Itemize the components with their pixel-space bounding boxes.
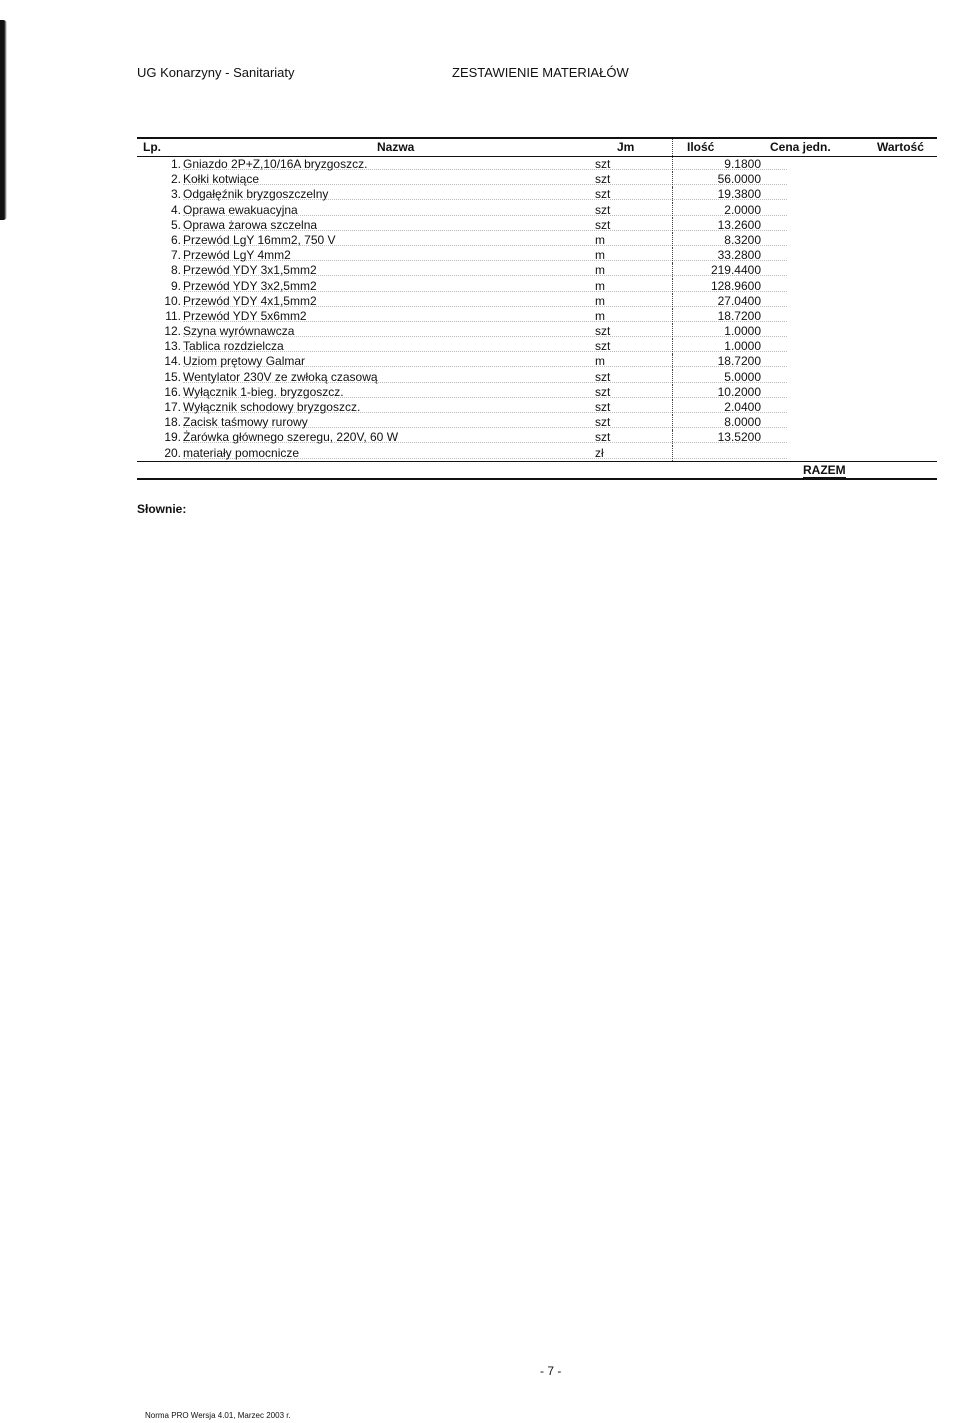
cell-lp: 4. — [170, 202, 181, 217]
cell-jm: szt — [595, 202, 611, 217]
table-row — [137, 187, 937, 202]
cell-lp: 18. — [164, 415, 181, 430]
cell-jm: szt — [595, 187, 611, 202]
cell-lp: 20. — [164, 445, 181, 460]
column-separator — [672, 279, 673, 294]
cell-nazwa: Wyłącznik 1-bieg. bryzgoszcz. — [183, 384, 344, 399]
column-separator — [672, 172, 673, 187]
cell-lp: 17. — [164, 400, 181, 414]
cell-nazwa: Uziom prętowy Galmar — [183, 354, 306, 369]
column-separator — [672, 294, 673, 309]
cell-lp: 5. — [170, 217, 181, 232]
amount-in-words-label: Słownie: — [137, 502, 187, 516]
cell-ilosc: 1.0000 — [724, 339, 761, 354]
cell-nazwa: Przewód LgY 16mm2, 750 V — [183, 232, 336, 247]
cell-lp: 8. — [170, 263, 181, 278]
cell-ilosc: 8.3200 — [724, 232, 761, 247]
cell-jm: m — [595, 354, 605, 369]
cell-nazwa: materiały pomocnicze — [183, 445, 300, 460]
table-row — [137, 415, 937, 430]
cell-ilosc: 56.0000 — [717, 172, 761, 187]
table-row — [137, 157, 937, 172]
cell-ilosc: 9.1800 — [724, 157, 761, 171]
table-row — [137, 430, 937, 445]
cell-nazwa: Przewód YDY 3x2,5mm2 — [183, 278, 317, 293]
scan-edge-shadow — [0, 20, 7, 220]
total-label: RAZEM — [803, 462, 846, 477]
cell-jm: m — [595, 278, 605, 293]
col-header-nazwa: Nazwa — [377, 140, 415, 154]
cell-ilosc: 1.0000 — [724, 324, 761, 339]
cell-lp: 9. — [170, 278, 181, 293]
table-row — [137, 172, 937, 187]
column-separator — [672, 446, 673, 461]
cell-jm: szt — [595, 339, 611, 354]
cell-jm: m — [595, 248, 605, 263]
cell-ilosc: 2.0000 — [724, 202, 761, 217]
cell-nazwa: Gniazdo 2P+Z,10/16A bryzgoszcz. — [183, 157, 368, 171]
cell-lp: 19. — [164, 430, 181, 445]
column-separator — [672, 218, 673, 233]
cell-nazwa: Przewód YDY 3x1,5mm2 — [183, 263, 317, 278]
table-row — [137, 354, 937, 369]
column-separator — [672, 203, 673, 218]
cell-ilosc: 19.3800 — [717, 187, 761, 202]
table-row — [137, 294, 937, 309]
total-row — [137, 462, 937, 478]
cell-ilosc: 27.0400 — [717, 293, 761, 308]
table-row — [137, 263, 937, 278]
cell-nazwa: Szyna wyrównawcza — [183, 324, 295, 339]
cell-nazwa: Oprawa żarowa szczelna — [183, 217, 318, 232]
column-separator — [672, 385, 673, 400]
col-header-lp: Lp. — [143, 140, 161, 154]
table-row — [137, 218, 937, 233]
cell-ilosc: 128.9600 — [710, 278, 761, 293]
table-row — [137, 279, 937, 294]
cell-jm: m — [595, 293, 605, 308]
cell-ilosc: 2.0400 — [724, 400, 761, 414]
cell-lp: 11. — [165, 308, 181, 323]
cell-ilosc: 10.2000 — [717, 384, 761, 399]
page-number: - 7 - — [540, 1364, 562, 1378]
cell-lp: 15. — [164, 369, 181, 384]
column-separator — [672, 157, 673, 172]
table-header-row — [137, 139, 937, 156]
cell-lp: 2. — [170, 172, 181, 187]
materials-table — [137, 137, 937, 480]
table-row — [137, 400, 937, 415]
column-separator — [672, 324, 673, 339]
software-footer: Norma PRO Wersja 4.01, Marzec 2003 r. — [145, 1411, 291, 1420]
col-header-jm: Jm — [617, 140, 635, 154]
col-header-ilosc: Ilość — [687, 140, 715, 154]
cell-nazwa: Kołki kotwiące — [183, 172, 260, 187]
table-row — [137, 370, 937, 385]
column-separator — [672, 139, 673, 156]
table-row — [137, 446, 937, 461]
cell-ilosc: 219.4400 — [710, 263, 761, 278]
cell-jm: szt — [595, 324, 611, 339]
cell-jm: zł — [595, 445, 604, 460]
cell-nazwa: Żarówka głównego szeregu, 220V, 60 W — [183, 430, 399, 445]
cell-jm: m — [595, 308, 605, 323]
cell-lp: 1. — [170, 157, 181, 171]
cell-jm: m — [595, 232, 605, 247]
cell-nazwa: Odgałęźnik bryzgoszczelny — [183, 187, 329, 202]
cell-ilosc: 13.5200 — [717, 430, 761, 445]
cell-jm: m — [595, 263, 605, 278]
cell-ilosc: 8.0000 — [724, 415, 761, 430]
table-body — [137, 157, 937, 461]
table-row — [137, 233, 937, 248]
cell-nazwa: Przewód LgY 4mm2 — [183, 248, 291, 263]
column-separator — [672, 187, 673, 202]
table-row — [137, 248, 937, 263]
table-row — [137, 203, 937, 218]
cell-jm: szt — [595, 217, 611, 232]
col-header-wartosc: Wartość — [877, 140, 924, 154]
table-bottom-rule — [137, 478, 937, 480]
table-row — [137, 385, 937, 400]
cell-jm: szt — [595, 369, 611, 384]
cell-jm: szt — [595, 157, 611, 171]
cell-jm: szt — [595, 400, 611, 414]
col-header-cena: Cena jedn. — [770, 140, 831, 154]
cell-jm: szt — [595, 384, 611, 399]
cell-ilosc: 33.2800 — [717, 248, 761, 263]
cell-lp: 6. — [170, 232, 181, 247]
cell-nazwa: Wyłącznik schodowy bryzgoszcz. — [183, 400, 361, 414]
cell-nazwa: Przewód YDY 5x6mm2 — [183, 308, 307, 323]
cell-nazwa: Oprawa ewakuacyjna — [183, 202, 298, 217]
cell-lp: 3. — [170, 187, 181, 202]
column-separator — [672, 430, 673, 445]
document-title: ZESTAWIENIE MATERIAŁÓW — [452, 65, 629, 80]
column-separator — [672, 400, 673, 415]
cell-nazwa: Przewód YDY 4x1,5mm2 — [183, 293, 317, 308]
cell-nazwa: Wentylator 230V ze zwłoką czasową — [183, 369, 378, 384]
column-separator — [672, 354, 673, 369]
column-separator — [672, 263, 673, 278]
cell-ilosc: 13.2600 — [717, 217, 761, 232]
document-header-left: UG Konarzyny - Sanitariaty — [137, 65, 295, 80]
cell-nazwa: Zacisk taśmowy rurowy — [183, 415, 308, 430]
cell-lp: 10. — [164, 293, 181, 308]
cell-nazwa: Tablica rozdzielcza — [183, 339, 284, 354]
cell-jm: szt — [595, 415, 611, 430]
cell-ilosc: 18.7200 — [717, 308, 761, 323]
table-row — [137, 324, 937, 339]
column-separator — [672, 370, 673, 385]
cell-jm: szt — [595, 172, 611, 187]
cell-lp: 16. — [164, 384, 181, 399]
table-row — [137, 309, 937, 324]
column-separator — [672, 233, 673, 248]
column-separator — [672, 339, 673, 354]
cell-lp: 14. — [164, 354, 181, 369]
column-separator — [672, 309, 673, 324]
cell-lp: 13. — [164, 339, 181, 354]
cell-lp: 12. — [164, 324, 181, 339]
cell-jm: szt — [595, 430, 611, 445]
column-separator — [672, 248, 673, 263]
cell-lp: 7. — [170, 248, 181, 263]
cell-ilosc: 18.7200 — [717, 354, 761, 369]
table-row — [137, 339, 937, 354]
column-separator — [672, 415, 673, 430]
cell-ilosc: 5.0000 — [724, 369, 761, 384]
